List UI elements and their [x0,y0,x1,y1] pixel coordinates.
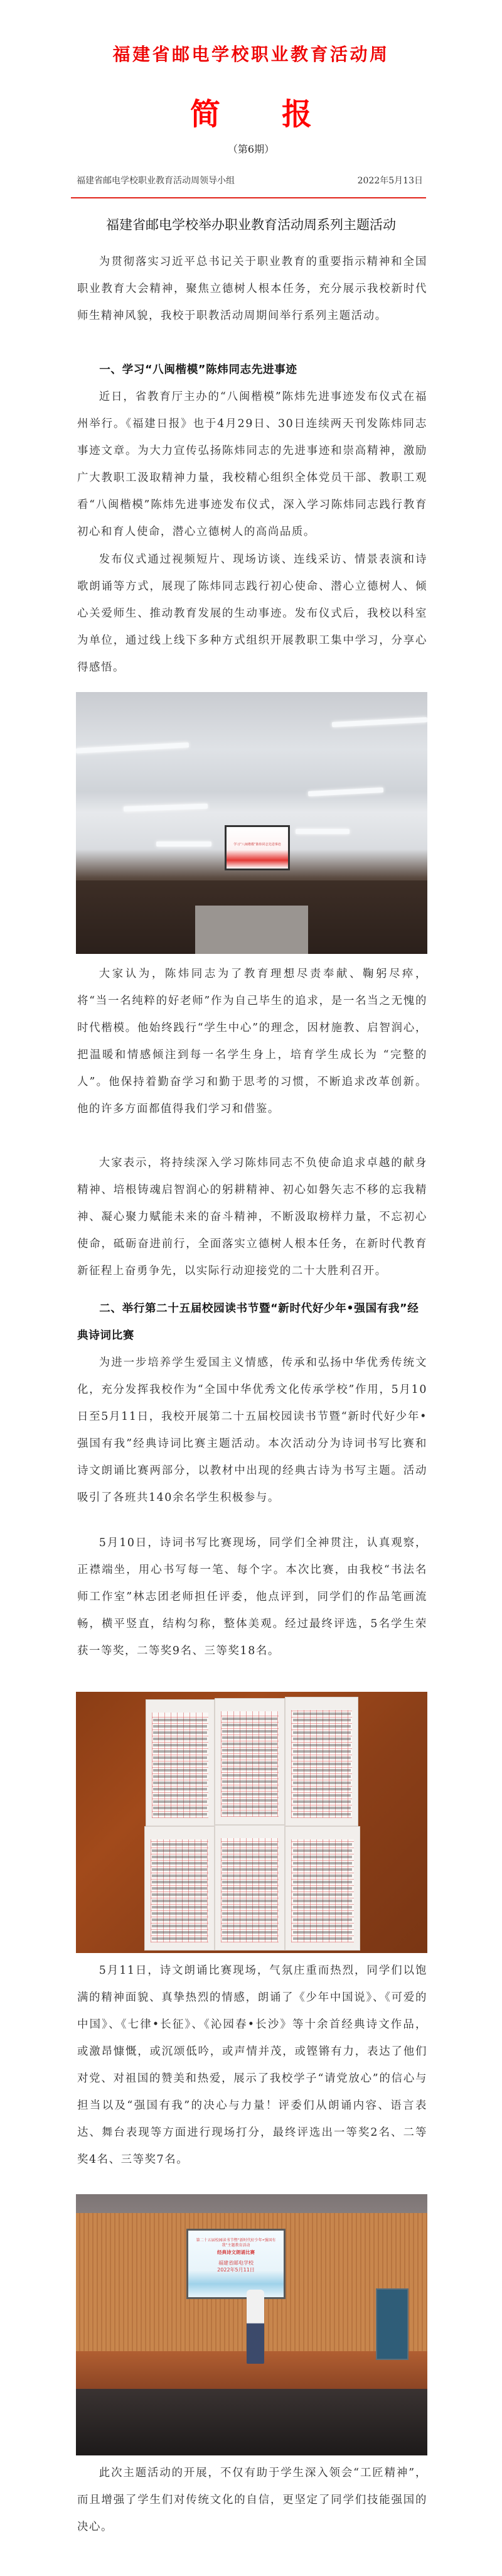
door [376,2288,409,2360]
section-2-heading: 二、举行第二十五届校园读书节暨“新时代好少年•强国有我”经典诗词比赛 [77,1302,419,1342]
screen-line: 2022年5月11日 [217,2267,255,2273]
screen-line: 经典诗文朗诵比赛 [217,2249,255,2255]
photo-meeting-room [76,692,427,954]
issue-number: （第6期） [227,143,275,155]
section-2-paragraph-3: 5月11日，诗文朗诵比赛现场，气氛庄重而热烈，同学们以饱满的精神面貌、真挚热烈的情感，朗诵了《少年中国说》、《可爱的中国》、《七律•长征》、《沁园春•长沙》等十余首经典诗文作品，或激昂慷慨，或沉颂低吟，或声情并茂，或铿锵有力，表达了他们对党、对祖国的赞美和热爱，展示了我校学子“请党放心”的信心与担当以及“强国有我”的决心与力量！评委们从朗诵内容、语言表达、舞台表现等方面进行现场打分，最终评选出一等奖2名、二等奖4名、三等奖7名。 [77,1964,427,2166]
ceiling-light [124,804,208,812]
calligraphy-sheet [285,1826,360,1951]
ceiling-light [76,742,189,753]
photo-recitation-stage [76,2194,427,2455]
calligraphy-sheet [215,1698,285,1825]
organizer: 福建省邮电学校职业教育活动周领导小组 [77,176,235,186]
section-2-paragraph-2: 5月10日，诗词书写比赛现场，同学们全神贯注，认真观察，正襟端坐，用心书写每一笔、每个字。本次比赛，由我校“书法名师工作室”林志团老师担任评委，他点评到，同学们的作品笔画流畅，横平竖直，结构匀称，整体美观。经过最终评选，5名学生荣获一等奖，二等奖9名、三等奖18名。 [77,1537,427,1657]
screen-line: 福建省邮电学校 [218,2260,254,2266]
audience-and-judges [76,2389,427,2455]
article-title: 福建省邮电学校举办职业教育活动周系列主题活动 [106,217,396,232]
section-1-heading: 一、学习“八闽楷模”陈炜同志先进事迹 [99,364,297,376]
section-2-paragraph-1: 为进一步培养学生爱国主义情感，传承和弘扬中华优秀传统文化，充分发挥我校作为“全国中华优秀文化传承学校”作用，5月10日至5月11日，我校开展第二十五届校园读书节暨“新时代好少年•强国有我”经典诗词比赛主题活动。本次活动分为诗词书写比赛和诗文朗诵比赛两部分，以教材中出现的经典古诗为书写主题。活动吸引了各班共140余名学生积极参与。 [77,1356,427,1504]
intro-paragraph: 为贯彻落实习近平总书记关于职业教育的重要指示精神和全国职业教育大会精神，聚焦立德树人根本任务，充分展示我校新时代师生精神风貌，我校于职教活动周期间举行系列主题活动。 [77,256,427,322]
screen-text: 学习“八闽楷模”陈炜同志先进事迹 [233,843,281,847]
section-1-paragraph-4: 大家表示，将持续深入学习陈炜同志不负使命追求卓越的献身精神、培根铸魂启智润心的躬耕精神、初心如磐矢志不移的忘我精神、凝心聚力赋能未来的奋斗精神，不断汲取榜样力量，不忘初心使命，砥砺奋进前行，全面落实立德树人根本任务，在新时代教育新征程上奋勇争先，以实际行动迎接党的二十大胜利召开。 [77,1157,427,1277]
publish-date: 2022年5月13日 [357,176,423,186]
brand-title: 福建省邮电学校职业教育活动周 [112,44,390,65]
brief-title-right: 报 [282,97,312,132]
header-divider [71,197,426,198]
brief-title [0,95,502,133]
student-speaker [247,2290,264,2364]
screen-line: 第二十五届校园读书节暨“新时代好少年•强国有我”主题教育活动 [196,2238,276,2248]
ceiling-light [332,717,427,727]
calligraphy-sheet [144,1826,215,1951]
section-1-paragraph-3: 大家认为，陈炜同志为了教育理想尽责奉献、鞠躬尽瘁，将“当一名纯粹的好老师”作为自己毕生的追求，是一名当之无愧的时代楷模。他始终践行“学生中心”的理念，因材施教、启智润心，把温暖和情感倾注到每一名学生身上，培育学生成长为 “完整的人”。他保持着勤奋学习和勤于思考的习惯，不断追求改革创新。他的许多方面都值得我们学习和借鉴。 [77,968,427,1115]
ceiling-light [296,829,350,834]
floor [195,906,308,954]
calligraphy-sheet [146,1699,215,1826]
presentation-screen [186,2229,286,2299]
photo-calligraphy-entries [76,1692,427,1953]
conclusion-paragraph: 此次主题活动的开展，不仅有助于学生深入领会“工匠精神”，而且增强了学生们对传统文化的自信，更坚定了同学们技能强国的决心。 [77,2467,427,2533]
brief-title-left: 简 [190,97,220,132]
calligraphy-sheet [215,1825,285,1951]
presentation-screen [225,825,290,870]
ceiling-light [308,787,383,796]
calligraphy-sheet [285,1697,358,1826]
section-1-paragraph-2: 发布仪式通过视频短片、现场访谈、连线采访、情景表演和诗歌朗诵等方式，展现了陈炜同志践行初心使命、潜心立德树人、倾心关爱师生、推动教育发展的生动事迹。发布仪式后，我校以科室为单位，通过线上线下多种方式组织开展教职工集中学习，分享心得感悟。 [77,553,427,674]
section-1-paragraph-1: 近日，省教育厅主办的“八闽楷模”陈炜先进事迹发布仪式在福州举行。《福建日报》也于4月29日、30日连续两天刊发陈炜同志事迹文章。为大力宣传弘扬陈炜同志的先进事迹和崇高精神，激励广大教职工汲取精神力量，我校精心组织全体党员干部、教职工观看“八闽楷模”陈炜先进事迹发布仪式，深入学习陈炜同志践行教育初心和育人使命，潜心立德树人的高尚品质。 [77,391,427,538]
ceiling-light [156,842,211,847]
